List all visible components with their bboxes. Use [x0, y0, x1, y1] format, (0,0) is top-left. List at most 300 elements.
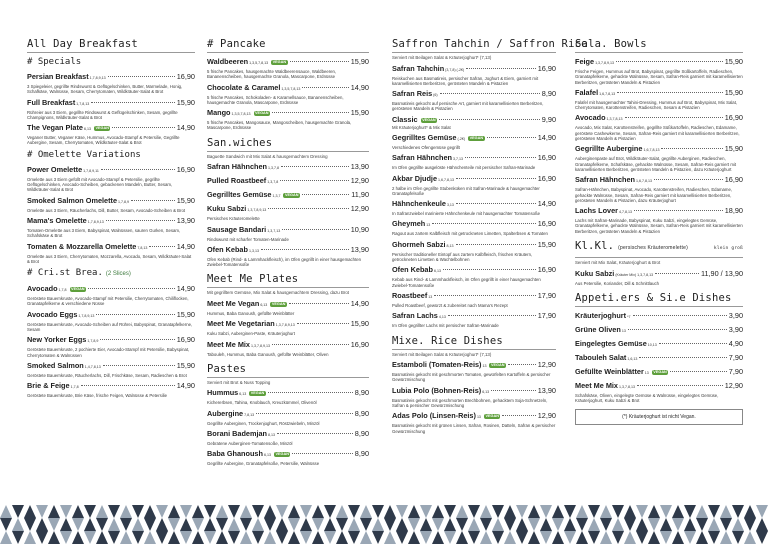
- menu-item: [575, 367, 743, 378]
- menu-item: [27, 123, 195, 146]
- menu-column-1: [27, 38, 195, 405]
- menu-item-row: [575, 88, 743, 99]
- pattern-triangle: [372, 518, 384, 531]
- menu-item-row: [575, 269, 743, 280]
- dot-leader: [302, 194, 349, 195]
- item-description: Auberginenpaste auf Brot, Wildkräuter-Salat, gegrillte Auberginen, Radieschen, Granatapfelkerne, Schafskäse, gehackte Walnüsse, Sesam, Safran-Reis garniert mit karamellisierten Berberitzen, gerösteten Mandeln & Pistazien, dazu Kräuterjoghurt: [575, 156, 737, 172]
- allergen-code: 1,7,8: [70, 385, 79, 390]
- dot-leader: [96, 314, 174, 315]
- menu-item-row: [27, 310, 195, 321]
- item-price: 13,90: [350, 244, 369, 254]
- item-price: 15,90: [176, 195, 195, 205]
- pattern-triangle: [132, 518, 144, 531]
- item-price: 14,90: [176, 241, 195, 251]
- item-name: Hummus: [207, 388, 239, 398]
- pattern-triangle: [84, 505, 96, 518]
- pattern-triangle: [144, 505, 156, 518]
- menu-item-row: [392, 115, 556, 124]
- menu-item-row: [392, 153, 556, 164]
- menu-item: [392, 174, 556, 197]
- dot-leader: [432, 223, 535, 224]
- dot-leader: [616, 61, 723, 62]
- pattern-triangle: [120, 531, 132, 544]
- item-description: Frische Feigen, Hummus auf Brot, Babyspinat, gegrillte Süßkartoffeln, Radieschen, Granatapfelkerne, gehackte Walnüsse, Sesam, Safran-Reis garniert mit karamellisierten Berberitzen, gerösteten Mandeln & Pistazien: [575, 69, 743, 85]
- menu-item: [392, 386, 556, 409]
- menu-item-row: [575, 311, 743, 322]
- dot-leader: [639, 357, 726, 358]
- pattern-triangle: [72, 505, 84, 518]
- item-price: 16,90: [176, 72, 195, 81]
- allergen-code: 13: [476, 415, 481, 420]
- pattern-triangle: [168, 505, 180, 518]
- pattern-triangle: [240, 531, 252, 544]
- item-name: Waldbeeren: [207, 57, 249, 66]
- item-price: 14,90: [537, 132, 556, 142]
- pattern-triangle: [360, 505, 372, 518]
- dot-leader: [465, 157, 536, 158]
- pattern-triangle: [648, 518, 660, 531]
- pattern-triangle: [180, 505, 192, 518]
- item-description: Reiskuchen aus Basmatireis, persischer Safran, Joghurt & Eiern, garniert mit karamellisierten Berberitzen, gerösteten Mandeln & Pistazien: [392, 75, 539, 86]
- allergen-code: *7: [627, 314, 631, 319]
- menu-item-row: [207, 449, 369, 460]
- item-description: Falafel mit hausgemachter Tahini-Dressing, Hummus auf Brot, Babyspinat, Mix Salat, Cherrytomaten, Karottenstreifen, Radieschen, Sesam & Pistazien: [575, 99, 738, 111]
- menu-item: [392, 219, 556, 236]
- menu-section: [207, 137, 369, 268]
- item-name: Chocolate & Caramel: [207, 82, 281, 92]
- pattern-triangle: [444, 531, 456, 544]
- item-description: Tabouleh, Hummus, Baba Ganoush, gefüllte Weinblätter, Oliven: [207, 351, 329, 357]
- allergen-code: 1,7,8,9: [118, 199, 130, 204]
- pattern-triangle: [252, 505, 264, 518]
- section-note: Serviert mit Beilagen Salat & Kräuterjoghurt* (7,13): [392, 351, 492, 357]
- menu-item: [575, 269, 743, 286]
- menu-item: [207, 108, 369, 131]
- menu-section: [392, 335, 556, 434]
- pattern-triangle: [588, 531, 600, 544]
- menu-item-row: [207, 225, 369, 236]
- pattern-triangle: [528, 531, 540, 544]
- group-heading-text: # Cri.st Brea.: [27, 268, 103, 279]
- item-price: 14,90: [350, 298, 369, 308]
- pattern-triangle: [420, 518, 432, 531]
- item-name: Adas Polo (Linsen-Reis): [392, 411, 476, 421]
- menu-item-row: [392, 64, 556, 75]
- pattern-triangle: [732, 505, 744, 518]
- menu-item-row: [27, 123, 195, 134]
- item-price: 13,90: [537, 385, 556, 395]
- item-name: Estamboli (Tomaten-Reis): [392, 360, 482, 370]
- menu-item: [392, 153, 556, 170]
- pattern-triangle: [480, 505, 492, 518]
- pattern-triangle: [624, 531, 636, 544]
- pattern-triangle: [492, 518, 504, 531]
- dot-leader: [81, 385, 175, 386]
- menu-item: [207, 162, 369, 173]
- pattern-triangle: [96, 518, 108, 531]
- menu-item-row: [392, 386, 556, 397]
- menu-item-row: [207, 299, 369, 310]
- menu-item: [392, 240, 556, 263]
- allergen-code: 1,3,13: [248, 248, 259, 253]
- pattern-triangle: [48, 518, 60, 531]
- pattern-triangle: [504, 531, 516, 544]
- allergen-code: 4,7,8,13: [619, 210, 632, 215]
- menu-item-row: [27, 361, 195, 372]
- menu-item-row: [207, 162, 369, 173]
- vegan-badge: VEGAN: [255, 111, 269, 116]
- section-note: Serviert mit Beilagen Salat & Kräuterjoghurt* (7,13): [392, 55, 492, 60]
- menu-item-row: [392, 360, 556, 371]
- item-name: Aubergine: [207, 408, 244, 418]
- dot-leader: [439, 119, 540, 120]
- allergen-code: 1,6,7,8,13: [438, 177, 455, 182]
- dot-leader: [487, 137, 536, 138]
- item-description: Safran-Hähnchen, Babyspinat, Avocado, Karottenstreifen, Radieschen, Edamame, gehackte Walnüsse, Sesam, Safran-Reis garniert mit karamellisierten Berberitzen, gerösteten Mandeln & Pistazien, dazu Kräuterjoghurt: [575, 187, 733, 203]
- pattern-triangle: [576, 518, 588, 531]
- item-name: Gegrilltes Gemüse: [207, 190, 272, 200]
- pattern-triangle: [408, 531, 420, 544]
- pattern-triangle: [492, 505, 504, 518]
- dot-leader: [272, 112, 349, 113]
- item-price: 15,90: [176, 309, 195, 319]
- section-title: Meet Me Plates: [207, 273, 369, 288]
- pattern-triangle: [660, 531, 672, 544]
- allergen-code: 1,7,8,9: [87, 339, 99, 344]
- menu-item: [27, 242, 195, 265]
- item-price: 17,90: [537, 311, 556, 321]
- item-price: 15,90: [350, 319, 369, 329]
- pattern-triangle: [552, 531, 564, 544]
- item-price: 11,90: [351, 190, 369, 200]
- dot-leader: [131, 200, 175, 201]
- pattern-triangle: [564, 505, 576, 518]
- item-description: Kuku Sabzi, Auberginen-Paste, Kräuterjoghurt: [207, 331, 295, 337]
- pattern-triangle: [36, 518, 48, 531]
- dot-leader: [440, 93, 540, 94]
- menu-item: [392, 64, 556, 87]
- pattern-triangle: [312, 505, 324, 518]
- pattern-triangle: [180, 531, 192, 544]
- pattern-triangle: [552, 518, 564, 531]
- pattern-triangle: [204, 531, 216, 544]
- item-price: 16,90: [537, 265, 556, 275]
- dot-leader: [661, 148, 722, 149]
- pattern-triangle: [696, 518, 708, 531]
- vegan-badge: VEGAN: [284, 193, 299, 198]
- item-name: Eingelegtes Gemüse: [575, 338, 647, 348]
- pattern-triangle: [732, 531, 744, 544]
- pattern-triangle: [648, 505, 660, 518]
- item-name: Avocado: [27, 284, 58, 294]
- pattern-triangle: [324, 518, 336, 531]
- item-description: Rindswurst mit scharfer Tomaten-Marinade: [207, 236, 289, 242]
- allergen-code: 7,8,13: [244, 412, 255, 417]
- item-price: 12,90: [537, 360, 556, 370]
- allergen-code: 1,4,7,8,13: [84, 364, 101, 369]
- menu-section: [207, 273, 369, 356]
- item-price: 15,90: [724, 144, 743, 154]
- pattern-triangle: [288, 505, 300, 518]
- item-price: 9,90: [541, 114, 556, 124]
- item-name: Full Breakfast: [27, 97, 76, 107]
- dot-leader: [290, 61, 349, 62]
- allergen-code: 1,3,7,8,9,13: [275, 323, 295, 328]
- allergen-code: 1,6,13: [627, 356, 638, 361]
- item-price: 15,90: [724, 87, 743, 97]
- pattern-triangle: [156, 518, 168, 531]
- menu-item-row: [27, 381, 195, 392]
- menu-item-row: [575, 367, 743, 378]
- menu-item: [392, 133, 556, 150]
- item-name: Hähnchenkeule: [392, 199, 446, 209]
- allergen-code: 1,7,8,9,13: [87, 219, 104, 224]
- item-name: Roastbeef: [392, 290, 428, 300]
- item-price: 16,90: [537, 219, 556, 229]
- item-price: 12,90: [350, 204, 369, 214]
- item-description: Schafskäse, Oliven, eingelegte Gemüse & Walnüsse, eingelegtes Gemüse, Kräuterjoghurt, Kuku Sabzi & Brot: [575, 392, 719, 404]
- menu-section: [207, 363, 369, 467]
- pattern-triangle: [564, 518, 576, 531]
- pattern-triangle: [708, 518, 720, 531]
- allergen-code: 6,13: [260, 302, 268, 307]
- allergen-code: 7,8,13: [137, 245, 148, 250]
- item-price: 7,90: [728, 366, 743, 376]
- item-price: 7,90: [728, 352, 743, 362]
- item-description: Kichererbsen, Tahina, Knoblauch, Kreuzkümmel, Olivenöl: [207, 400, 317, 406]
- pattern-triangle: [612, 531, 624, 544]
- dot-leader: [268, 208, 348, 209]
- item-description: Avocado, Mix Salat, Karottenstreifen, gegrillte Süßkartoffeln, Radieschen, Edamame, geröstete Cashewkerne, Sesam, Safran-Reis garniert mit karamellisierten Berberitzen, gerösteten Mandeln & Pistazien: [575, 125, 740, 142]
- menu-item-row: [207, 429, 369, 440]
- allergen-code: 13: [621, 328, 626, 333]
- item-description: Verschiedenes Ofengemüse gegrillt: [392, 144, 460, 150]
- pattern-triangle: [360, 531, 372, 544]
- menu-item-row: [392, 265, 556, 276]
- pattern-triangle: [720, 505, 732, 518]
- allergen-code: 8,13: [268, 432, 276, 437]
- dot-leader: [272, 344, 349, 345]
- group-heading-text: # Omelette Variations: [27, 149, 141, 160]
- pattern-triangle: [708, 531, 720, 544]
- pattern-triangle: [456, 531, 468, 544]
- pattern-triangle: [336, 531, 348, 544]
- menu-item-row: [27, 335, 195, 346]
- pattern-triangle: [24, 531, 36, 544]
- pattern-triangle: [48, 505, 60, 518]
- menu-item-row: [27, 98, 195, 109]
- allergen-code: (Kräuter Mix) 1,3,7,8,13: [615, 272, 654, 277]
- pattern-triangle: [396, 518, 408, 531]
- dot-leader: [281, 166, 349, 167]
- pattern-triangle: [312, 518, 324, 531]
- item-description: Lachs mit Safran-Marinade, Babyspinat, Kuku Sabzi, eingelegtes Gemüse, Granatapfelkerne, gehackte Walnüsse, Sesam, Safran-Reis garniert mit karamellisierten Berberitzen, gerösteten Mandeln & Pistazien: [575, 218, 743, 234]
- menu-item-row: [575, 325, 743, 336]
- pattern-triangle: [432, 531, 444, 544]
- item-price: 15,90: [176, 360, 195, 370]
- pattern-triangle: [360, 518, 372, 531]
- item-price: 12,90: [724, 380, 743, 390]
- pattern-triangle: [384, 518, 396, 531]
- section-title: All Day Breakfast: [27, 38, 195, 53]
- pattern-triangle: [336, 505, 348, 518]
- pattern-triangle: [288, 518, 300, 531]
- pattern-triangle: [636, 531, 648, 544]
- allergen-code: 3,7,13: [453, 157, 464, 162]
- item-name: Persian Breakfast: [27, 72, 89, 81]
- item-price: 14,90: [176, 123, 195, 133]
- pattern-triangle: [672, 505, 684, 518]
- item-name: Safran Hähnchen: [575, 175, 636, 185]
- menu-item-row: [575, 381, 743, 392]
- allergen-code: 3,13: [446, 203, 454, 208]
- pattern-triangle: [756, 531, 768, 544]
- pattern-triangle: [216, 518, 228, 531]
- menu-item: [27, 335, 195, 358]
- item-price: 15,90: [350, 108, 369, 118]
- dot-leader: [654, 179, 723, 180]
- item-price: 10,90: [350, 224, 369, 234]
- pattern-triangle: [468, 505, 480, 518]
- allergen-code: 1,7,8: [58, 288, 67, 293]
- menu-item-row: [27, 216, 195, 227]
- item-description: Geröstete Bauernkruste, 2 pochierte Eier, Avocado-Stampf mit Petersilie, Babyspinat, Cherrytomaten & Walnüssen: [27, 347, 190, 358]
- decorative-pattern-band: [0, 505, 768, 544]
- allergen-code: 6,13: [482, 389, 490, 394]
- section-title-text: [575, 240, 688, 254]
- pattern-triangle: [300, 531, 312, 544]
- item-description: Mit Kräuterjoghurt* & Mix Salat: [392, 124, 451, 130]
- item-price: 13,90: [350, 162, 369, 172]
- pattern-triangle: [12, 518, 24, 531]
- dot-leader: [466, 68, 536, 69]
- item-price: 15,90: [537, 239, 556, 249]
- menu-item-row: [575, 175, 743, 186]
- pattern-triangle: [252, 518, 264, 531]
- item-price: 16,90: [537, 153, 556, 163]
- pattern-triangle: [732, 518, 744, 531]
- pattern-triangle: [552, 505, 564, 518]
- allergen-code: 13: [428, 294, 433, 299]
- pattern-triangle: [276, 518, 288, 531]
- pattern-triangle: [504, 518, 516, 531]
- section-title: # Pancake: [207, 38, 369, 53]
- item-name: Kräuterjoghurt: [575, 310, 627, 320]
- pattern-triangle: [24, 518, 36, 531]
- vegan-badge: VEGAN: [271, 301, 286, 306]
- menu-item: [207, 83, 369, 106]
- pattern-triangle: [564, 531, 576, 544]
- item-name: Pulled Roastbeef: [207, 176, 267, 186]
- item-price: 15,90: [176, 97, 195, 107]
- pattern-triangle: [612, 518, 624, 531]
- allergen-code: 1,3,7,8: [267, 180, 279, 185]
- vegan-badge: VEGAN: [469, 135, 484, 140]
- item-price: 8,90: [354, 408, 369, 418]
- item-name: Borani Bademjan: [207, 428, 268, 438]
- vegan-badge: VEGAN: [272, 60, 287, 64]
- item-description: Geröstete Bauernkruste, Avocado-Stampf mit Petersilie, Cherrytomaten, Chiliflocken, Granatapfelkerne & verschiedene Nüsse: [27, 296, 189, 307]
- group-heading: [27, 268, 195, 280]
- menu-item-row: [575, 339, 743, 350]
- menu-item-row: [575, 206, 743, 217]
- pattern-triangle: [612, 505, 624, 518]
- pattern-triangle: [132, 505, 144, 518]
- group-heading-sub: (2 Slices): [105, 271, 131, 278]
- menu-item-row: [392, 240, 556, 251]
- dot-leader: [88, 288, 175, 289]
- item-name: Safran Reis: [392, 89, 433, 99]
- item-price: 8,90: [354, 449, 369, 459]
- pattern-triangle: [384, 531, 396, 544]
- section-note: Serviert mit Brot & Nuss Topping: [207, 379, 271, 385]
- menu-item: [207, 449, 369, 466]
- pattern-triangle: [672, 531, 684, 544]
- menu-item: [207, 340, 369, 357]
- menu-item: [392, 115, 556, 130]
- pattern-triangle: [0, 531, 12, 544]
- menu-item-row: [207, 245, 369, 256]
- dot-leader: [443, 269, 536, 270]
- menu-item: [207, 225, 369, 242]
- vegan-badge: VEGAN: [71, 287, 85, 292]
- pattern-triangle: [408, 505, 420, 518]
- pattern-triangle: [756, 518, 768, 531]
- pattern-triangle: [600, 505, 612, 518]
- pattern-triangle: [636, 518, 648, 531]
- pattern-triangle: [0, 505, 12, 518]
- item-name: The Vegan Plate: [27, 123, 83, 133]
- pattern-triangle: [468, 518, 480, 531]
- allergen-code: 1,3,5,7,8,13: [281, 86, 301, 91]
- allergen-code: 1,7,8,9,11: [83, 168, 99, 173]
- menu-item-row: [392, 133, 556, 144]
- pattern-triangle: [264, 505, 276, 518]
- item-description: Im Ofen gegrillte ausgelöste Hähnchenteile mit persischer Safran-Marinade: [392, 165, 536, 171]
- pattern-triangle: [108, 518, 120, 531]
- item-price: 3,90: [728, 310, 743, 320]
- allergen-code: (-2€): [457, 136, 466, 141]
- menu-item: [392, 411, 556, 434]
- dot-leader: [282, 229, 349, 230]
- pattern-triangle: [156, 531, 168, 544]
- pattern-triangle: [660, 505, 672, 518]
- dot-leader: [456, 178, 536, 179]
- pattern-triangle: [60, 505, 72, 518]
- pattern-triangle: [0, 518, 12, 531]
- item-description: 3 Spiegeleier, gegrillte Rindswurst & Geflügelschinken, Butter, Marmelade, Honig, Schafkäse, Walnüsse, Sesam, Cherrytomaten, Wildkräuter-Salat & Brot: [27, 84, 183, 95]
- item-name: Smoked Salmon: [27, 360, 84, 370]
- item-price: 16,90: [176, 164, 195, 174]
- item-price: 11,90 / 13,90: [700, 268, 743, 278]
- pattern-triangle: [720, 518, 732, 531]
- menu-item: [575, 57, 743, 85]
- section-title: Appeti.ers & Si.e Dishes: [575, 292, 743, 307]
- item-price: 16,90: [537, 173, 556, 183]
- menu-column-4: [575, 38, 743, 425]
- pattern-triangle: [516, 531, 528, 544]
- pattern-triangle: [420, 531, 432, 544]
- pattern-triangle: [420, 505, 432, 518]
- allergen-code: 13: [644, 370, 649, 375]
- item-name: Safran Tahchin: [392, 63, 445, 73]
- section-title-sub: (persisches Kräuteromelette): [618, 245, 688, 252]
- pattern-triangle: [96, 531, 108, 544]
- menu-item: [27, 98, 195, 121]
- item-name: Kuku Sabzi: [575, 268, 615, 278]
- pattern-triangle: [300, 518, 312, 531]
- menu-item: [207, 319, 369, 336]
